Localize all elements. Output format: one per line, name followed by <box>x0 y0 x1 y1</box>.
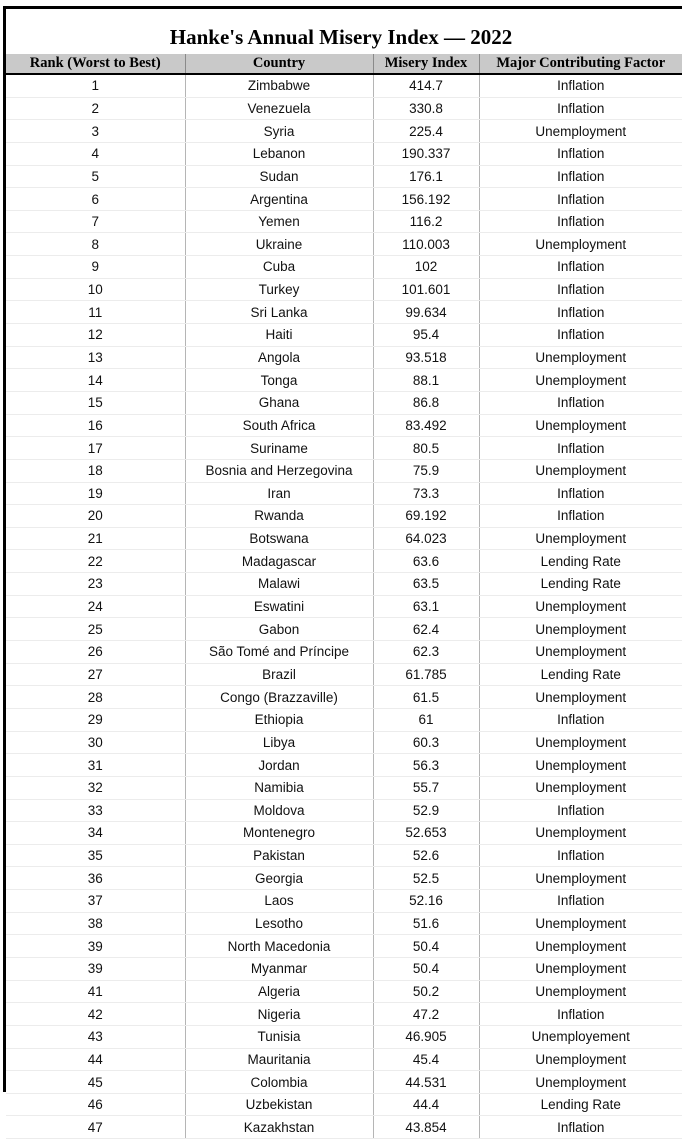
misery-index-cell: 52.6 <box>373 844 479 867</box>
rank-cell: 38 <box>6 912 185 935</box>
table-row <box>6 459 682 482</box>
factor-cell: Inflation <box>479 188 682 211</box>
table-row <box>6 120 682 143</box>
page-title: Hanke's Annual Misery Index — 2022 <box>169 25 513 49</box>
country-cell: South Africa <box>185 414 373 437</box>
table-row <box>6 595 682 618</box>
rank-cell: 47 <box>6 1116 185 1139</box>
rank-cell: 34 <box>6 822 185 845</box>
rank-cell: 10 <box>6 278 185 301</box>
country-cell: Argentina <box>185 188 373 211</box>
factor-cell: Unemployment <box>479 776 682 799</box>
rank-cell: 24 <box>6 595 185 618</box>
misery-index-cell: 93.518 <box>373 346 479 369</box>
misery-index-cell: 52.16 <box>373 890 479 913</box>
table-row <box>6 573 682 596</box>
country-cell: Namibia <box>185 776 373 799</box>
rank-cell: 8 <box>6 233 185 256</box>
misery-index-cell: 116.2 <box>373 210 479 233</box>
factor-cell: Inflation <box>479 708 682 731</box>
rank-cell: 36 <box>6 867 185 890</box>
rank-cell: 3 <box>6 120 185 143</box>
column-header-misery-index: Misery Index <box>373 54 479 74</box>
misery-index-cell: 55.7 <box>373 776 479 799</box>
table-row <box>6 165 682 188</box>
table-row <box>6 210 682 233</box>
country-cell: Gabon <box>185 618 373 641</box>
factor-cell: Unemployment <box>479 527 682 550</box>
rank-cell: 23 <box>6 573 185 596</box>
rank-cell: 4 <box>6 142 185 165</box>
factor-cell: Unemployment <box>479 686 682 709</box>
column-header-rank: Rank (Worst to Best) <box>6 54 185 74</box>
factor-cell: Unemployment <box>479 1071 682 1094</box>
table-row <box>6 324 682 347</box>
rank-cell: 20 <box>6 505 185 528</box>
table-row <box>6 369 682 392</box>
misery-index-cell: 330.8 <box>373 97 479 120</box>
misery-index-cell: 61 <box>373 708 479 731</box>
country-cell: Rwanda <box>185 505 373 528</box>
table-row <box>6 618 682 641</box>
table-row <box>6 890 682 913</box>
country-cell: Brazil <box>185 663 373 686</box>
misery-index-cell: 190.337 <box>373 142 479 165</box>
rank-cell: 16 <box>6 414 185 437</box>
table-row <box>6 550 682 573</box>
misery-index-cell: 44.4 <box>373 1093 479 1116</box>
rank-cell: 11 <box>6 301 185 324</box>
factor-cell: Unemployment <box>479 414 682 437</box>
misery-index-cell: 50.4 <box>373 957 479 980</box>
misery-index-cell: 45.4 <box>373 1048 479 1071</box>
table-body <box>6 74 682 1139</box>
country-cell: Tonga <box>185 369 373 392</box>
table-row <box>6 663 682 686</box>
factor-cell: Unemployment <box>479 233 682 256</box>
rank-cell: 30 <box>6 731 185 754</box>
country-cell: Lebanon <box>185 142 373 165</box>
table-header <box>6 54 682 74</box>
misery-index-cell: 60.3 <box>373 731 479 754</box>
country-cell: Eswatini <box>185 595 373 618</box>
misery-index-cell: 61.785 <box>373 663 479 686</box>
factor-cell: Lending Rate <box>479 1093 682 1116</box>
rank-cell: 29 <box>6 708 185 731</box>
country-cell: Moldova <box>185 799 373 822</box>
misery-index-cell: 50.4 <box>373 935 479 958</box>
misery-index-cell: 64.023 <box>373 527 479 550</box>
misery-index-cell: 63.1 <box>373 595 479 618</box>
misery-index-table <box>6 54 682 1139</box>
factor-cell: Lending Rate <box>479 573 682 596</box>
misery-index-cell: 51.6 <box>373 912 479 935</box>
table-row <box>6 1048 682 1071</box>
rank-cell: 37 <box>6 890 185 913</box>
table-row <box>6 1025 682 1048</box>
misery-index-cell: 61.5 <box>373 686 479 709</box>
rank-cell: 31 <box>6 754 185 777</box>
country-cell: São Tomé and Príncipe <box>185 641 373 664</box>
table-row <box>6 776 682 799</box>
rank-cell: 1 <box>6 74 185 97</box>
misery-index-cell: 69.192 <box>373 505 479 528</box>
misery-index-cell: 88.1 <box>373 369 479 392</box>
misery-index-cell: 43.854 <box>373 1116 479 1139</box>
rank-cell: 12 <box>6 324 185 347</box>
factor-cell: Inflation <box>479 844 682 867</box>
factor-cell: Lending Rate <box>479 550 682 573</box>
factor-cell: Inflation <box>479 301 682 324</box>
country-cell: Algeria <box>185 980 373 1003</box>
factor-cell: Unemployment <box>479 120 682 143</box>
table-row <box>6 844 682 867</box>
rank-cell: 46 <box>6 1093 185 1116</box>
table-row <box>6 708 682 731</box>
misery-index-cell: 63.5 <box>373 573 479 596</box>
rank-cell: 18 <box>6 459 185 482</box>
factor-cell: Unemployment <box>479 912 682 935</box>
misery-index-cell: 44.531 <box>373 1071 479 1094</box>
misery-index-cell: 63.6 <box>373 550 479 573</box>
factor-cell: Inflation <box>479 890 682 913</box>
table-row <box>6 437 682 460</box>
rank-cell: 21 <box>6 527 185 550</box>
table-row <box>6 935 682 958</box>
table-row <box>6 957 682 980</box>
country-cell: Nigeria <box>185 1003 373 1026</box>
table-row <box>6 912 682 935</box>
factor-cell: Inflation <box>479 324 682 347</box>
rank-cell: 25 <box>6 618 185 641</box>
rank-cell: 19 <box>6 482 185 505</box>
country-cell: Malawi <box>185 573 373 596</box>
table-row <box>6 527 682 550</box>
table-row <box>6 980 682 1003</box>
country-cell: Kazakhstan <box>185 1116 373 1139</box>
table-row <box>6 1003 682 1026</box>
country-cell: North Macedonia <box>185 935 373 958</box>
rank-cell: 17 <box>6 437 185 460</box>
factor-cell: Inflation <box>479 278 682 301</box>
factor-cell: Unemployment <box>479 618 682 641</box>
factor-cell: Inflation <box>479 165 682 188</box>
rank-cell: 22 <box>6 550 185 573</box>
country-cell: Laos <box>185 890 373 913</box>
country-cell: Ghana <box>185 391 373 414</box>
table-row <box>6 867 682 890</box>
country-cell: Ukraine <box>185 233 373 256</box>
country-cell: Angola <box>185 346 373 369</box>
rank-cell: 2 <box>6 97 185 120</box>
rank-cell: 42 <box>6 1003 185 1026</box>
table-row <box>6 799 682 822</box>
factor-cell: Inflation <box>479 97 682 120</box>
country-cell: Sri Lanka <box>185 301 373 324</box>
header-row <box>6 54 682 74</box>
rank-cell: 39 <box>6 935 185 958</box>
country-cell: Sudan <box>185 165 373 188</box>
country-cell: Mauritania <box>185 1048 373 1071</box>
misery-index-cell: 50.2 <box>373 980 479 1003</box>
factor-cell: Inflation <box>479 482 682 505</box>
rank-cell: 15 <box>6 391 185 414</box>
rank-cell: 14 <box>6 369 185 392</box>
table-row <box>6 301 682 324</box>
country-cell: Bosnia and Herzegovina <box>185 459 373 482</box>
country-cell: Venezuela <box>185 97 373 120</box>
misery-index-cell: 225.4 <box>373 120 479 143</box>
factor-cell: Unemployment <box>479 595 682 618</box>
factor-cell: Lending Rate <box>479 663 682 686</box>
country-cell: Haiti <box>185 324 373 347</box>
misery-index-cell: 102 <box>373 256 479 279</box>
rank-cell: 9 <box>6 256 185 279</box>
rank-cell: 32 <box>6 776 185 799</box>
factor-cell: Unemployment <box>479 822 682 845</box>
misery-index-cell: 101.601 <box>373 278 479 301</box>
rank-cell: 5 <box>6 165 185 188</box>
factor-cell: Inflation <box>479 437 682 460</box>
factor-cell: Inflation <box>479 1116 682 1139</box>
misery-index-cell: 56.3 <box>373 754 479 777</box>
table-row <box>6 1071 682 1094</box>
factor-cell: Unemployment <box>479 369 682 392</box>
misery-index-cell: 176.1 <box>373 165 479 188</box>
rank-cell: 13 <box>6 346 185 369</box>
factor-cell: Unemployment <box>479 867 682 890</box>
factor-cell: Inflation <box>479 74 682 97</box>
country-cell: Iran <box>185 482 373 505</box>
factor-cell: Unemployment <box>479 754 682 777</box>
rank-cell: 27 <box>6 663 185 686</box>
country-cell: Jordan <box>185 754 373 777</box>
country-cell: Madagascar <box>185 550 373 573</box>
country-cell: Congo (Brazzaville) <box>185 686 373 709</box>
country-cell: Tunisia <box>185 1025 373 1048</box>
table-row <box>6 391 682 414</box>
factor-cell: Inflation <box>479 1003 682 1026</box>
rank-cell: 41 <box>6 980 185 1003</box>
misery-index-cell: 52.5 <box>373 867 479 890</box>
misery-index-cell: 86.8 <box>373 391 479 414</box>
table-row <box>6 142 682 165</box>
table-row <box>6 74 682 97</box>
table-row <box>6 641 682 664</box>
table-row <box>6 686 682 709</box>
country-cell: Lesotho <box>185 912 373 935</box>
misery-index-cell: 47.2 <box>373 1003 479 1026</box>
table-row <box>6 414 682 437</box>
factor-cell: Inflation <box>479 505 682 528</box>
rank-cell: 43 <box>6 1025 185 1048</box>
column-header-country: Country <box>185 54 373 74</box>
country-cell: Suriname <box>185 437 373 460</box>
table-row <box>6 505 682 528</box>
country-cell: Syria <box>185 120 373 143</box>
country-cell: Cuba <box>185 256 373 279</box>
misery-index-cell: 75.9 <box>373 459 479 482</box>
rank-cell: 26 <box>6 641 185 664</box>
country-cell: Libya <box>185 731 373 754</box>
misery-index-cell: 110.003 <box>373 233 479 256</box>
country-cell: Myanmar <box>185 957 373 980</box>
rank-cell: 44 <box>6 1048 185 1071</box>
factor-cell: Unemployment <box>479 1048 682 1071</box>
rank-cell: 45 <box>6 1071 185 1094</box>
country-cell: Ethiopia <box>185 708 373 731</box>
country-cell: Colombia <box>185 1071 373 1094</box>
table-row <box>6 822 682 845</box>
factor-cell: Unemployment <box>479 641 682 664</box>
factor-cell: Unemployment <box>479 731 682 754</box>
table-row <box>6 233 682 256</box>
country-cell: Zimbabwe <box>185 74 373 97</box>
country-cell: Turkey <box>185 278 373 301</box>
factor-cell: Inflation <box>479 210 682 233</box>
misery-index-cell: 62.3 <box>373 641 479 664</box>
factor-cell: Inflation <box>479 799 682 822</box>
factor-cell: Unemployment <box>479 980 682 1003</box>
table-row <box>6 188 682 211</box>
rank-cell: 6 <box>6 188 185 211</box>
factor-cell: Unemployement <box>479 1025 682 1048</box>
misery-index-cell: 46.905 <box>373 1025 479 1048</box>
country-cell: Uzbekistan <box>185 1093 373 1116</box>
misery-index-cell: 62.4 <box>373 618 479 641</box>
rank-cell: 7 <box>6 210 185 233</box>
factor-cell: Unemployment <box>479 346 682 369</box>
misery-index-cell: 73.3 <box>373 482 479 505</box>
table-row <box>6 97 682 120</box>
country-cell: Pakistan <box>185 844 373 867</box>
table-row <box>6 256 682 279</box>
rank-cell: 33 <box>6 799 185 822</box>
misery-index-cell: 52.9 <box>373 799 479 822</box>
misery-index-cell: 414.7 <box>373 74 479 97</box>
table-row <box>6 1116 682 1139</box>
country-cell: Botswana <box>185 527 373 550</box>
country-cell: Yemen <box>185 210 373 233</box>
factor-cell: Unemployment <box>479 459 682 482</box>
factor-cell: Unemployment <box>479 935 682 958</box>
misery-index-cell: 80.5 <box>373 437 479 460</box>
rank-cell: 35 <box>6 844 185 867</box>
factor-cell: Inflation <box>479 391 682 414</box>
column-header-factor: Major Contributing Factor <box>479 54 682 74</box>
country-cell: Georgia <box>185 867 373 890</box>
rank-cell: 39 <box>6 957 185 980</box>
factor-cell: Inflation <box>479 256 682 279</box>
table-row <box>6 346 682 369</box>
misery-index-cell: 52.653 <box>373 822 479 845</box>
factor-cell: Inflation <box>479 142 682 165</box>
table-row <box>6 482 682 505</box>
table-row <box>6 1093 682 1116</box>
table-row <box>6 731 682 754</box>
misery-index-cell: 95.4 <box>373 324 479 347</box>
rank-cell: 28 <box>6 686 185 709</box>
misery-index-cell: 156.192 <box>373 188 479 211</box>
table-row <box>6 754 682 777</box>
misery-index-cell: 99.634 <box>373 301 479 324</box>
factor-cell: Unemployment <box>479 957 682 980</box>
country-cell: Montenegro <box>185 822 373 845</box>
table-row <box>6 278 682 301</box>
misery-index-cell: 83.492 <box>373 414 479 437</box>
